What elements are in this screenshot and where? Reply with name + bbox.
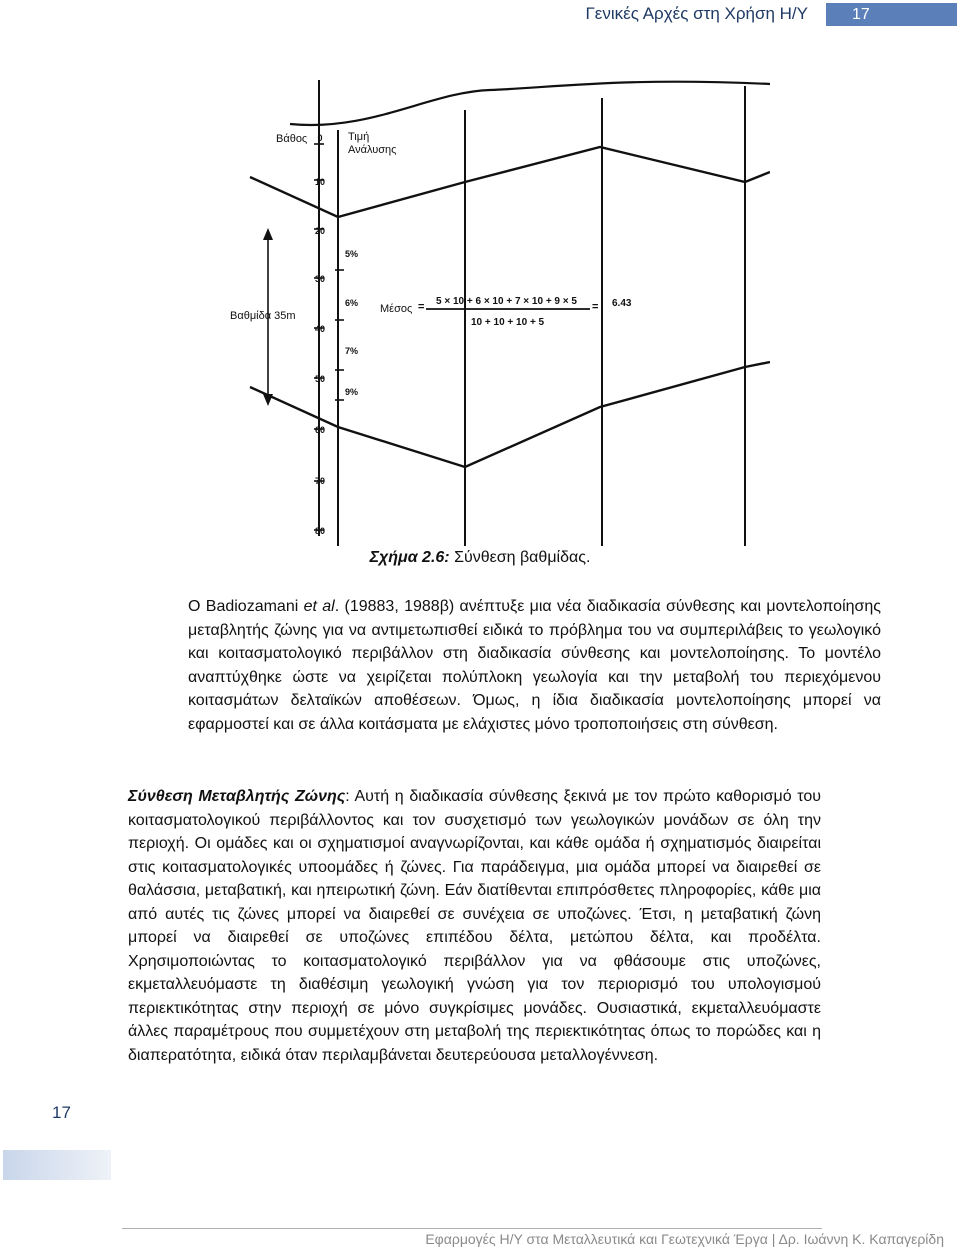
paragraph-1-etal: et al xyxy=(303,598,335,615)
bench-compositing-figure xyxy=(190,62,770,546)
depth-tick-label: 60 xyxy=(314,425,326,435)
ground-surface-line xyxy=(290,82,770,125)
grade-label: 7% xyxy=(345,346,359,356)
bench-top-line xyxy=(250,147,770,217)
grade-label: 5% xyxy=(345,249,359,259)
grade-label: 9% xyxy=(345,387,359,397)
bench-label: Βαθμίδα 35m xyxy=(230,310,296,322)
depth-tick-label: 30 xyxy=(314,274,326,284)
depth-tick-label: 80 xyxy=(314,526,326,536)
mean-label: Μέσος xyxy=(380,303,413,315)
paragraph-1-start: Ο Badiozamani xyxy=(188,598,304,615)
figure-caption xyxy=(0,549,960,567)
depth-tick-label: 70 xyxy=(314,476,326,486)
depth-tick-label: 50 xyxy=(314,374,326,384)
value-label-line2: Ανάλυσης xyxy=(348,144,397,156)
side-page-number: 17 xyxy=(52,1103,71,1122)
paragraph-1 xyxy=(128,595,881,736)
caption-text: Σύνθεση βαθμίδας. xyxy=(449,549,591,566)
formula-numerator: 5 × 10 + 6 × 10 + 7 × 10 + 9 × 5 xyxy=(436,296,577,307)
header-page-number: 17 xyxy=(826,3,957,26)
depth-label: Βάθος xyxy=(276,133,308,145)
bench-bottom-line xyxy=(250,362,770,467)
footer-text: Εφαρμογές Η/Υ στα Μεταλλευτικά και Γεωτεχνικά Έργα | Δρ. Ιωάννη Κ. Καπαγερίδη xyxy=(425,1231,944,1247)
caption-label: Σχήμα 2.6: xyxy=(369,549,450,566)
paragraph-1-rest: . (19883, 1988β) ανέπτυξε μια νέα διαδικασία σύνθεσης και μοντελοποίησης μεταβλητής ζώνης για να αντιμετωπισθεί ειδικά το πρόβλημα του να συμπεριλάβεις το γεωλογικό και κοιτασματολογικό περιβάλλον στη διαδικασία σύνθεσης και μοντελοποίησης. Το μοντέλο αναπτύχθηκε ώστε να χειρίζεται πολύπλοκη γεωλογία και την μεταβολή του περιεχόμενου κοιτασμάτων δελταϊκών αποθέσεων. Όμως, η ίδια διαδικασία μοντελοποίησης μπορεί να εφαρμοστεί και σε άλλα κοιτάσματα με ελάχιστες μόνο τροποποιήσεις στη σύνθεση. xyxy=(188,598,881,733)
grade-label: 6% xyxy=(345,298,359,308)
depth-tick-label: 40 xyxy=(314,324,326,334)
side-decoration-bar xyxy=(3,1150,111,1180)
paragraph-2-term: Σύνθεση Μεταβλητής Ζώνης xyxy=(128,788,346,805)
paragraph-2 xyxy=(128,785,821,1067)
depth-tick-label: 10 xyxy=(314,177,326,187)
sample-interval-ticks xyxy=(335,270,344,400)
formula-denominator: 10 + 10 + 10 + 5 xyxy=(471,317,545,328)
header-title: Γενικές Αρχές στη Χρήση Η/Υ xyxy=(585,4,808,23)
formula-equals: = xyxy=(418,301,425,313)
depth-tick-label: 0 xyxy=(317,133,323,143)
formula-result: 6.43 xyxy=(612,298,632,309)
footer-divider xyxy=(122,1228,822,1229)
depth-tick-label: 20 xyxy=(314,226,326,236)
paragraph-2-text: : Αυτή η διαδικασία σύνθεσης ξεκινά με τον πρώτο καθορισμό του κοιτασματολογικού περιβάλλοντος και τον συσχετισμό των γεωλογικών μονάδων σε όλη την περιοχή. Οι ομάδες και οι σχηματισμοί αναγνωρίζονται, και κάθε ομάδα ή σχηματισμός διαιρείται στις κοιτασματολογικές υποομάδες ή ζώνες. Για παράδειγμα, μια ομάδα μπορεί να διαιρεθεί σε θαλάσσια, μεταβατική, και ηπειρωτική ζώνη. Εάν διατίθενται επιπρόσθετες πληροφορίες, κάθε μια από αυτές τις ζώνες μπορεί να διαιρεθεί σε συνέχεια σε υποζώνες. Έτσι, η μεταβατική ζώνη μπορεί να διαιρεθεί σε υποζώνες επιπέδου δέλτα, μετώπου δέλτα, και προδέλτα. Χρησιμοποιώντας το κοιτασματολογικό περιβάλλον για να φθάσουμε στις υποζώνες, εκμεταλλευόμαστε τη διαθέσιμη γεωλογική γνώση για τον περιορισμό του υπολογισμού περιεκτικότητας στην περιοχή σε μόνο συγκρίσιμες μονάδες. Ουσιαστικά, εκμεταλλευόμαστε άλλες παραμέτρους που συμμετέχουν στη μεταβολή της περιεκτικότητας όπως το πορώδες και η διαπερατότητα, ειδικά όταν περιλαμβάνεται δευτερεύουσα μεταλλογέννεση. xyxy=(128,788,821,1064)
value-label-line1: Τιμή xyxy=(348,131,370,143)
formula-result-equals: = xyxy=(592,301,599,313)
